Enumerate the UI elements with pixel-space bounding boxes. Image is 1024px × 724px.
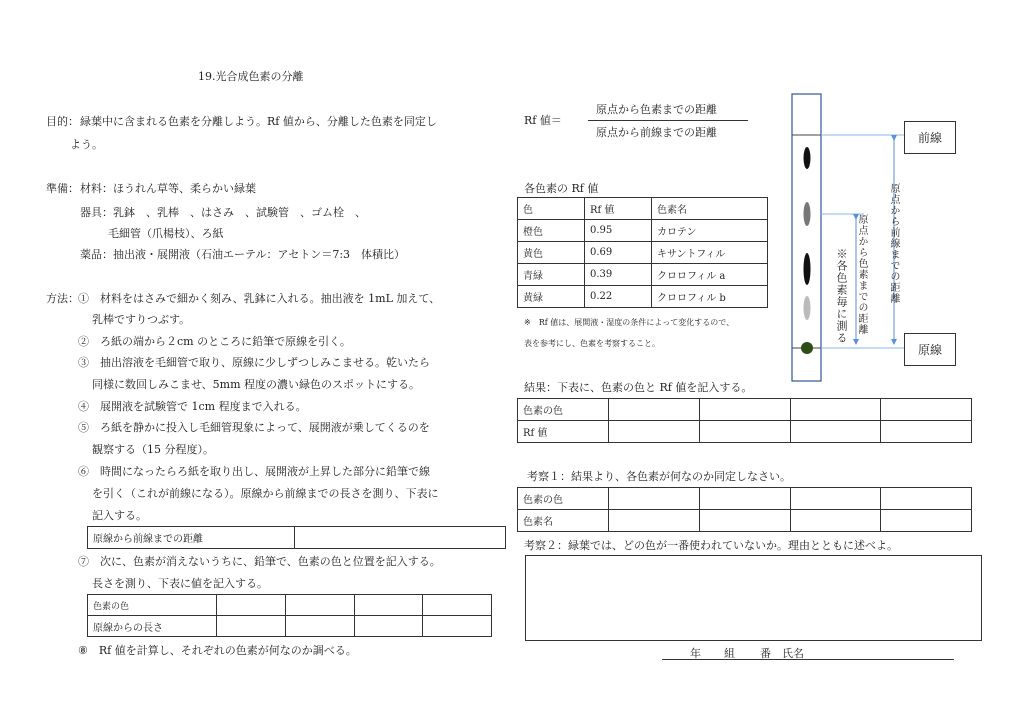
method-step-6b: を引く（これが前線になる）。原線から前線までの長さを測り、下表に	[92, 487, 439, 500]
purpose-label: 目的：	[46, 115, 79, 128]
fraction-line	[588, 120, 748, 121]
page-title: 19.光合成色素の分離	[198, 70, 304, 83]
position-row-length-label: 原線からの長さ	[88, 616, 217, 637]
prep-materials: 材料：ほうれん草等、柔らかい緑葉	[80, 182, 256, 195]
prep-label: 準備：	[46, 182, 79, 195]
discussion-1-cell[interactable]	[881, 510, 972, 532]
rf-row-color: 橙色	[518, 220, 585, 242]
rf-formula-numerator: 原点から色素までの距離	[596, 103, 717, 116]
position-cell[interactable]	[285, 595, 354, 616]
results-row-color-label: 色素の色	[518, 399, 609, 421]
results-row-rf-label: Rf 値	[518, 421, 609, 443]
discussion-1-cell[interactable]	[699, 510, 790, 532]
position-table	[87, 594, 492, 637]
rf-header-name: 色素名	[652, 198, 768, 220]
front-label-box: 前線	[904, 121, 956, 154]
results-cell[interactable]	[699, 421, 790, 443]
discussion-1-heading: 考察１：結果より、各色素が何なのか同定しなさい。	[527, 470, 791, 483]
results-cell[interactable]	[881, 421, 972, 443]
prep-tools-2: 毛細管（爪楊枝）、ろ紙	[108, 227, 224, 240]
rf-reference-table	[517, 197, 768, 308]
method-step-3a: ③ 抽出溶液を毛細管で取り、原線に少しずつしみこませる。乾いたら	[78, 356, 430, 369]
discussion-1-row-color-label: 色素の色	[518, 488, 609, 510]
rf-row-value: 0.22	[585, 286, 652, 308]
pigment-spot-black	[804, 253, 811, 285]
pigment-spot-light	[804, 296, 811, 320]
rf-row-value: 0.39	[585, 264, 652, 286]
per-pigment-note: ※各色素毎に測る	[835, 248, 848, 344]
discussion-1-row-name-label: 色素名	[518, 510, 609, 532]
rf-formula-denominator: 原点から前線までの距離	[596, 126, 717, 139]
discussion-2-heading: 考察２：緑葉では、どの色が一番使われていないか。理由とともに述べよ。	[524, 539, 898, 552]
position-cell[interactable]	[217, 616, 286, 637]
method-step-3b: 同様に数回しみこませ、5mm 程度の濃い緑色のスポットにする。	[92, 378, 421, 391]
method-step-5b: 観察する（15 分程度）。	[92, 443, 214, 456]
footer-number: 番	[760, 647, 771, 660]
discussion-1-cell[interactable]	[609, 510, 700, 532]
purpose-line-1: 緑葉中に含まれる色素を分離しよう。Rf 値から、分離した色素を同定し	[80, 115, 437, 128]
results-cell[interactable]	[699, 399, 790, 421]
rf-row-value: 0.95	[585, 220, 652, 242]
discussion-1-cell[interactable]	[699, 488, 790, 510]
origin-label-box: 原線	[904, 333, 956, 366]
position-cell[interactable]	[423, 616, 492, 637]
rf-formula-label: Rf 値＝	[524, 114, 562, 127]
method-step-6a: ⑥ 時間になったらろ紙を取り出し、展開液が上昇した部分に鉛筆で線	[78, 465, 430, 478]
rf-note-2: 表を参考にし、色素を考察すること。	[524, 339, 660, 348]
position-row-color-label: 色素の色	[88, 595, 217, 616]
origin-spot	[801, 342, 813, 354]
discussion-1-cell[interactable]	[881, 488, 972, 510]
discussion-1-cell[interactable]	[609, 488, 700, 510]
rf-table-heading: 各色素の Rf 値	[524, 182, 599, 195]
front-distance-label: 原点から前線までの距離	[888, 183, 899, 304]
discussion-1-cell[interactable]	[790, 488, 881, 510]
method-step-7a: ⑦ 次に、色素が消えないうちに、鉛筆で、色素の色と位置を記入する。	[78, 555, 441, 568]
results-cell[interactable]	[609, 421, 700, 443]
footer-name: 氏名	[782, 647, 804, 660]
discussion-1-table	[517, 487, 972, 532]
prep-tools-1: 器具：乳鉢 、乳棒 、はさみ 、試験管 、ゴム栓 、	[80, 206, 366, 219]
paper-strip	[792, 94, 821, 381]
results-cell[interactable]	[881, 399, 972, 421]
rf-row-color: 青緑	[518, 264, 585, 286]
pigment-spot-black-top	[804, 147, 811, 169]
discussion-2-answer-box[interactable]	[525, 555, 982, 641]
rf-row-name: キサントフィル	[652, 242, 768, 264]
method-step-8: ⑧ Rf 値を計算し、それぞれの色素が何なのか調べる。	[78, 644, 357, 657]
results-table	[517, 398, 972, 443]
footer-underline	[662, 659, 954, 660]
front-distance-input[interactable]	[295, 527, 506, 549]
purpose-line-2: よう。	[70, 138, 103, 151]
rf-row-color: 黄色	[518, 242, 585, 264]
results-cell[interactable]	[609, 399, 700, 421]
prep-reagents: 薬品：抽出液・展開液（石油エーテル：アセトン＝7:3 体積比）	[80, 248, 406, 261]
method-step-4: ④ 展開液を試験管で 1cm 程度まで入れる。	[78, 400, 307, 413]
method-step-1b: 乳棒ですりつぶす。	[92, 313, 191, 326]
rf-row-color: 黄緑	[518, 286, 585, 308]
footer-class: 組	[724, 647, 735, 660]
results-heading: 結果：下表に、色素の色と Rf 値を記入する。	[524, 381, 753, 394]
rf-row-name: カロテン	[652, 220, 768, 242]
position-cell[interactable]	[354, 595, 423, 616]
position-cell[interactable]	[423, 595, 492, 616]
method-step-2: ② ろ紙の端から２cm のところに鉛筆で原線を引く。	[78, 335, 351, 348]
position-cell[interactable]	[285, 616, 354, 637]
pigment-spot-gray	[804, 202, 811, 226]
pigment-distance-label: 原点から色素までの距離	[856, 214, 867, 335]
method-step-6c: 記入する。	[92, 509, 147, 522]
rf-note-1: ※ Rf 値は、展開液・湿度の条件によって変化するので、	[524, 318, 735, 327]
method-step-5a: ⑤ ろ紙を静かに投入し毛細管現象によって、展開液が乗してくるのを	[78, 421, 430, 434]
discussion-1-cell[interactable]	[790, 510, 881, 532]
method-label: 方法：	[46, 292, 79, 305]
position-cell[interactable]	[217, 595, 286, 616]
method-step-1a: ① 材料をはさみで細かく刻み、乳鉢に入れる。抽出液を 1mL 加えて、	[78, 292, 441, 305]
results-cell[interactable]	[790, 421, 881, 443]
front-distance-table	[87, 526, 506, 549]
results-cell[interactable]	[790, 399, 881, 421]
rf-row-name: クロロフィル a	[652, 264, 768, 286]
footer-year: 年	[690, 647, 701, 660]
rf-header-value: Rf 値	[585, 198, 652, 220]
rf-header-color: 色	[518, 198, 585, 220]
front-distance-label: 原線から前線までの距離	[88, 527, 295, 549]
rf-row-name: クロロフィル b	[652, 286, 768, 308]
method-step-7b: 長さを測り、下表に値を記入する。	[92, 577, 268, 590]
position-cell[interactable]	[354, 616, 423, 637]
rf-row-value: 0.69	[585, 242, 652, 264]
